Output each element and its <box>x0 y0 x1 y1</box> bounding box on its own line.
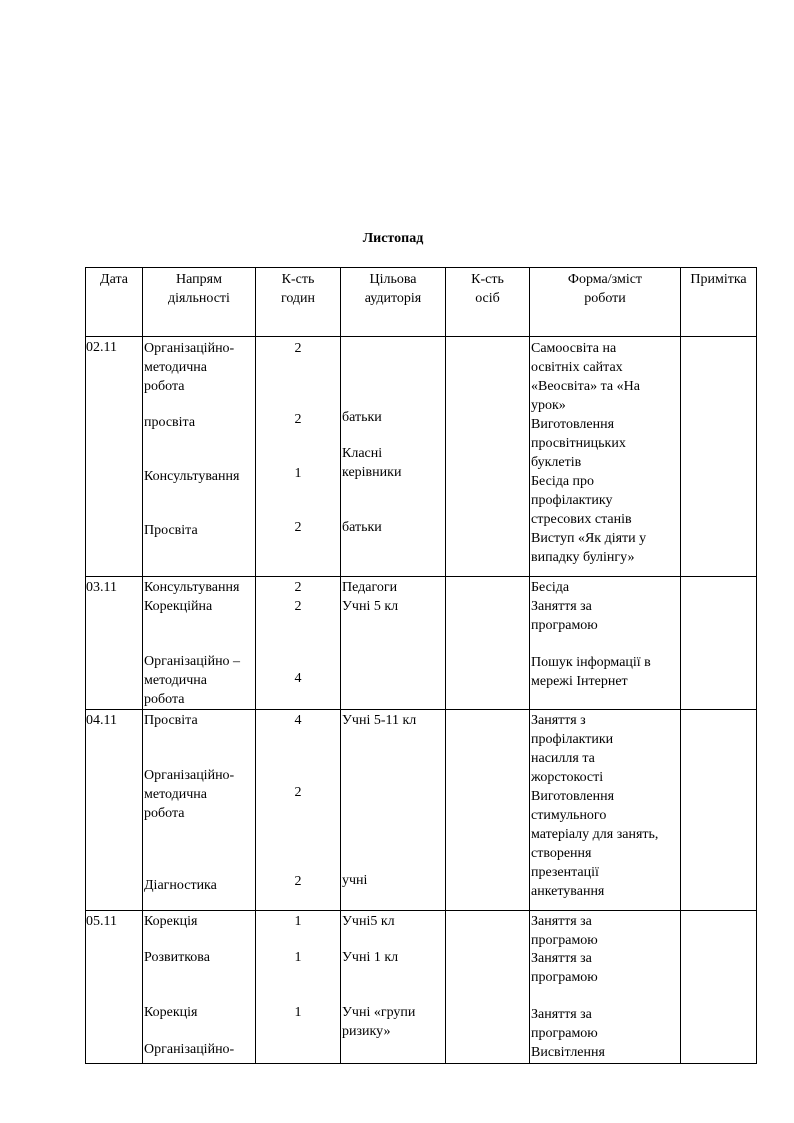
note-cell <box>681 710 757 911</box>
audience-cell <box>341 710 446 911</box>
form-cell-line: жорстокості <box>531 770 604 785</box>
persons-cell <box>446 577 530 710</box>
direction-cell-line: Консультування <box>144 580 240 595</box>
form-cell-line: урок» <box>531 398 566 413</box>
persons-cell <box>446 710 530 911</box>
header-note: Примітка <box>681 268 757 337</box>
direction-cell-line: Корекційна <box>144 599 213 614</box>
date-cell <box>86 710 143 911</box>
date-cell <box>86 911 143 1064</box>
direction-cell-line: просвіта <box>144 415 196 430</box>
form-cell-line: стресових станів <box>531 512 632 527</box>
header-audience: Цільова аудиторія <box>341 268 446 337</box>
form-cell-line: програмою <box>531 933 598 948</box>
hours-cell <box>256 337 341 577</box>
audience-cell-line: батьки <box>342 410 382 425</box>
form-cell-line: Висвітлення <box>531 1045 605 1060</box>
note-cell <box>681 911 757 1064</box>
form-cell <box>530 710 681 911</box>
hours-cell-line: 2 <box>294 599 302 614</box>
audience-cell <box>341 577 446 710</box>
audience-cell-line: Учні 1 кл <box>342 950 399 965</box>
form-cell-line: насилля та <box>531 751 595 766</box>
direction-cell-line: робота <box>144 806 185 821</box>
audience-cell-line: керівники <box>342 465 402 480</box>
hours-cell-line: 2 <box>294 874 302 889</box>
direction-cell-line: робота <box>144 379 185 394</box>
header-persons: К-сть осіб <box>446 268 530 337</box>
direction-cell-line: методична <box>144 360 207 375</box>
form-cell-line: програмою <box>531 618 598 633</box>
form-cell-line: Виготовлення <box>531 789 615 804</box>
header-date: Дата <box>86 268 143 337</box>
hours-cell-line: 2 <box>294 785 302 800</box>
audience-cell <box>341 337 446 577</box>
audience-cell-line: Педагоги <box>342 580 398 595</box>
table-row <box>86 337 757 577</box>
date-cell <box>86 577 143 710</box>
hours-cell-line: 4 <box>294 713 302 728</box>
hours-cell-line: 2 <box>294 341 302 356</box>
header-hours: К-сть годин <box>256 268 341 337</box>
date-cell-line: 04.11 <box>86 713 117 728</box>
form-cell-line: освітніх сайтах <box>531 360 623 375</box>
note-cell <box>681 337 757 577</box>
direction-cell-line: методична <box>144 673 207 688</box>
form-cell-line: презентації <box>531 865 599 880</box>
hours-cell-line: 4 <box>294 671 302 686</box>
direction-cell-line: Організаційно- <box>144 768 235 783</box>
form-cell-line: Бесіда <box>531 580 570 595</box>
audience-cell-line: учні <box>342 873 368 888</box>
form-cell-line: Заняття за <box>531 951 592 966</box>
form-cell <box>530 577 681 710</box>
hours-cell <box>256 577 341 710</box>
form-cell-line: Заняття за <box>531 914 592 929</box>
form-cell-line: Самоосвіта на <box>531 341 617 356</box>
table-row <box>86 577 757 710</box>
direction-cell-line: Корекція <box>144 1005 198 1020</box>
form-cell-line: анкетування <box>531 884 605 899</box>
form-cell-line: профілактику <box>531 493 613 508</box>
form-cell-line: випадку булінгу» <box>531 550 635 565</box>
direction-cell-line: Просвіта <box>144 713 198 728</box>
audience-cell-line: батьки <box>342 520 382 535</box>
form-cell-line: Заняття за <box>531 1007 592 1022</box>
audience-cell <box>341 911 446 1064</box>
direction-cell-line: Організаційно – <box>144 654 241 669</box>
hours-cell-line: 1 <box>294 1005 302 1020</box>
direction-cell <box>143 710 256 911</box>
form-cell-line: Заняття з <box>531 713 586 728</box>
direction-cell-line: Просвіта <box>144 523 198 538</box>
direction-cell <box>143 337 256 577</box>
audience-cell-line: ризику» <box>342 1024 391 1039</box>
header-form: Форма/зміст роботи <box>530 268 681 337</box>
form-cell <box>530 337 681 577</box>
form-cell-line: Виступ «Як діяти у <box>531 531 647 546</box>
hours-cell <box>256 911 341 1064</box>
form-cell-line: створення <box>531 846 592 861</box>
audience-cell-line: Учні 5 кл <box>342 599 399 614</box>
date-cell-line: 05.11 <box>86 914 117 929</box>
form-cell <box>530 911 681 1064</box>
audience-cell-line: Учні 5-11 кл <box>342 713 417 728</box>
direction-cell <box>143 911 256 1064</box>
form-cell-line: Виготовлення <box>531 417 615 432</box>
audience-cell-line: Класні <box>342 446 383 461</box>
date-cell-line: 02.11 <box>86 340 117 355</box>
direction-cell-line: Діагностика <box>144 878 217 893</box>
date-cell-line: 03.11 <box>86 580 117 595</box>
direction-cell-line: робота <box>144 692 185 707</box>
form-cell-line: Заняття за <box>531 599 592 614</box>
direction-cell-line: Консультування <box>144 469 240 484</box>
direction-cell <box>143 577 256 710</box>
audience-cell-line: Учні «групи <box>342 1005 416 1020</box>
form-cell-line: профілактики <box>531 732 614 747</box>
hours-cell-line: 2 <box>294 580 302 595</box>
hours-cell <box>256 710 341 911</box>
form-cell-line: буклетів <box>531 455 582 470</box>
form-cell-line: просвітницьких <box>531 436 626 451</box>
hours-cell-line: 2 <box>294 520 302 535</box>
table-row <box>86 911 757 1064</box>
hours-cell-line: 1 <box>294 914 302 929</box>
audience-cell-line: Учні5 кл <box>342 914 395 929</box>
persons-cell <box>446 911 530 1064</box>
form-cell-line: матеріалу для занять, <box>531 827 659 842</box>
form-cell-line: програмою <box>531 970 598 985</box>
form-cell-line: стимульного <box>531 808 607 823</box>
header-row <box>86 268 757 337</box>
hours-cell-line: 1 <box>294 466 302 481</box>
header-direction: Напрям діяльності <box>143 268 256 337</box>
persons-cell <box>446 337 530 577</box>
direction-cell-line: Організаційно- <box>144 341 235 356</box>
direction-cell-line: Організаційно- <box>144 1042 235 1057</box>
form-cell-line: Пошук інформації в <box>531 655 651 670</box>
form-cell-line: мережі Інтернет <box>531 674 628 689</box>
schedule-table <box>85 267 757 1064</box>
note-cell <box>681 577 757 710</box>
form-cell-line: Бесіда про <box>531 474 595 489</box>
date-cell <box>86 337 143 577</box>
hours-cell-line: 2 <box>294 412 302 427</box>
direction-cell-line: Корекція <box>144 914 198 929</box>
hours-cell-line: 1 <box>294 950 302 965</box>
direction-cell-line: Розвиткова <box>144 950 210 965</box>
table-row <box>86 710 757 911</box>
page-title: Листопад <box>362 231 424 246</box>
form-cell-line: «Веосвіта» та «На <box>531 379 640 394</box>
direction-cell-line: методична <box>144 787 207 802</box>
form-cell-line: програмою <box>531 1026 598 1041</box>
